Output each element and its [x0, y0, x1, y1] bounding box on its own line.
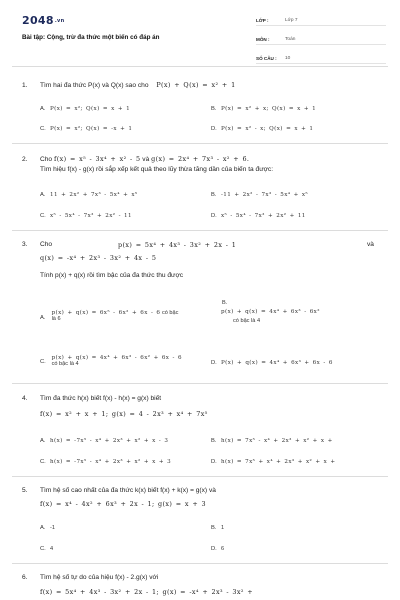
option-math: h(x) = 7x⁵ + x⁴ + 2x³ + x² + x +: [221, 459, 336, 465]
option-label: C.: [40, 459, 46, 465]
option-label: C.: [40, 546, 46, 552]
meta-count-row: [256, 52, 386, 64]
question-number: 6.: [22, 574, 28, 581]
meta-class-key: LỚP :: [256, 18, 269, 23]
question-math-g: g(x) = 2x⁴ + 7x³ - x² + 6.: [151, 155, 250, 163]
logo-text: 2048: [22, 14, 54, 27]
option-math: h(x) = 7x⁵ - x⁴ + 2x³ + x² + x +: [221, 438, 333, 444]
question-4: [22, 395, 392, 419]
question-text-and: và: [142, 156, 150, 163]
option-text-line2: có bậc là 4: [233, 318, 261, 324]
question-2: [22, 155, 392, 174]
option-c[interactable]: [40, 213, 132, 219]
option-label: D.: [211, 546, 217, 552]
option-math: P(x) = x² + x; Q(x) = x + 1: [221, 106, 317, 112]
option-a[interactable]: [40, 192, 138, 198]
option-label: A.: [40, 192, 46, 198]
option-math: P(x) + q(x) = 4x⁴ + 6x³ + 6x - 6: [221, 360, 333, 366]
option-d[interactable]: [211, 459, 395, 465]
option-math: p(x) + q(x) = 4x⁴ + 6x³ - 6x²: [221, 309, 320, 315]
option-d[interactable]: [211, 360, 333, 366]
question-number: 1.: [22, 82, 28, 89]
option-value: 6: [221, 546, 225, 552]
question-5: [22, 487, 392, 509]
question-text: Cho: [40, 156, 53, 163]
question-instruction: Tính p(x) + q(x) rồi tìm bậc của đa thức thu được: [40, 272, 184, 280]
question-math: P(x) + Q(x) = x² + 1: [156, 81, 236, 89]
option-math: -11 + 2x² - 7x³ - 5x⁴ + x⁵: [221, 192, 309, 198]
question-1: [22, 81, 392, 90]
option-label: A.: [40, 525, 46, 531]
question-math: f(x) = x⁴ - 4x² + 6x³ + 2x - 1; g(x) = x + 3: [40, 500, 206, 509]
divider: [12, 383, 388, 384]
option-b[interactable]: [211, 438, 395, 444]
option-math: h(x) = -7x⁵ - x⁴ + 2x³ + x² + x + 3: [50, 459, 172, 465]
option-a[interactable]: [40, 438, 168, 444]
option-math: P(x) = x²; Q(x) = -x + 1: [50, 126, 133, 132]
divider: [12, 143, 388, 144]
meta-count-value: 10: [285, 56, 291, 61]
meta-class-value: Lớp 7: [285, 18, 298, 23]
question-math-p: p(x) = 5x⁴ + 4x³ - 3x² + 2x - 1: [118, 241, 237, 249]
meta-class-row: [256, 14, 386, 26]
option-label: B.: [211, 438, 217, 444]
option-label: A.: [40, 106, 46, 112]
meta-count-key: SỐ CÂU :: [256, 56, 277, 61]
option-a[interactable]: [40, 525, 55, 531]
option-math: 11 + 2x² + 7x³ - 5x⁴ + x⁵: [50, 192, 138, 198]
option-label: B.: [211, 192, 217, 198]
question-number: 3.: [22, 241, 28, 248]
question-text-and: và: [367, 241, 374, 248]
option-math: P(x) = x² - x; Q(x) = x + 1: [221, 126, 314, 132]
option-label: C.: [40, 213, 46, 219]
option-label: B.: [211, 525, 217, 531]
question-6: [22, 574, 394, 600]
option-text-line2: có bậc là 4: [51, 361, 79, 367]
option-label: D.: [211, 360, 217, 366]
option-label: B.: [211, 106, 217, 112]
option-text-line2: là 6: [51, 316, 61, 322]
question-3: [22, 241, 392, 280]
meta-subject-key: MÔN :: [256, 37, 270, 42]
page-title: Bài tập: Cộng, trừ đa thức một biến có đáp án: [22, 34, 160, 41]
question-number: 5.: [22, 487, 28, 494]
option-c[interactable]: [40, 355, 182, 367]
option-label: A.: [40, 438, 46, 444]
question-text: Tìm hệ số tự do của hiệu f(x) - 2.g(x) với: [40, 574, 159, 581]
option-label: C.: [40, 126, 46, 132]
option-text: có bậc: [161, 310, 179, 316]
option-b[interactable]: [211, 300, 320, 324]
option-math: x⁵ - 5x⁴ - 7x³ + 2x² - 11: [50, 213, 132, 219]
divider: [12, 476, 388, 477]
divider: [12, 66, 388, 67]
option-label: D.: [211, 213, 217, 219]
question-number: 2.: [22, 156, 28, 163]
meta-subject-row: [256, 33, 386, 45]
question-text: Tìm hệ số cao nhất của đa thức k(x) biết f(x) + k(x) = g(x) và: [40, 487, 216, 494]
option-math: P(x) = x²; Q(x) = x + 1: [50, 106, 131, 112]
option-d[interactable]: [211, 213, 306, 219]
question-math-f: f(x) = x⁵ - 3x⁴ + x² - 5: [53, 155, 141, 163]
option-math: p(x) + q(x) = 6x⁵ - 6x² + 6x - 6: [51, 310, 161, 316]
option-a[interactable]: [40, 106, 130, 112]
question-math-q: q(x) = -x⁴ + 2x³ - 3x² + 4x - 5: [40, 254, 157, 262]
question-math: f(x) = 5x⁴ + 4x³ - 3x² + 2x - 1; g(x) = -x⁴ + 2x³ - 3x² +: [40, 588, 253, 597]
option-value: 4: [50, 546, 54, 552]
question-text: Tìm hai đa thức P(x) và Q(x) sao cho: [40, 82, 149, 89]
option-label: B.: [222, 300, 228, 306]
option-d[interactable]: [211, 126, 313, 132]
question-number: 4.: [22, 395, 28, 402]
option-math: x⁵ - 5x⁴ - 7x³ + 2x² + 11: [221, 213, 306, 219]
option-b[interactable]: [211, 106, 316, 112]
option-c[interactable]: [40, 459, 171, 465]
option-b[interactable]: [211, 192, 308, 198]
divider: [12, 230, 388, 231]
divider: [12, 563, 388, 564]
option-d[interactable]: [211, 546, 224, 552]
meta-subject-value: Toán: [285, 37, 296, 42]
option-c[interactable]: [40, 126, 132, 132]
option-c[interactable]: [40, 546, 53, 552]
logo-domain: .vn: [54, 18, 65, 24]
option-value: 1: [221, 525, 225, 531]
site-logo[interactable]: [22, 14, 64, 27]
option-math: h(x) = -7x⁵ - x⁴ + 2x³ + x² + x - 3: [50, 438, 169, 444]
question-instruction: Tìm hiệu f(x) - g(x) rồi sắp xếp kết quả theo lũy thừa tăng dần của biến ta được:: [40, 166, 274, 174]
option-label: D.: [211, 126, 217, 132]
page-header: [0, 0, 400, 62]
question-text: Cho: [40, 241, 53, 248]
option-b[interactable]: [211, 525, 224, 531]
option-value: -1: [50, 525, 55, 531]
meta-info: [256, 14, 386, 71]
option-label: A.: [40, 315, 46, 321]
option-a[interactable]: [40, 310, 178, 322]
option-label: D.: [211, 459, 217, 465]
question-math: f(x) = x² + x + 1; g(x) = 4 - 2x³ + x⁴ + 7x⁵: [40, 410, 208, 419]
option-math: p(x) + q(x) = 4x⁴ + 6x³ - 6x² + 6x - 6: [51, 355, 182, 361]
option-label: C.: [40, 359, 46, 365]
question-text: Tìm đa thức h(x) biết f(x) - h(x) = g(x) biết: [40, 395, 162, 402]
